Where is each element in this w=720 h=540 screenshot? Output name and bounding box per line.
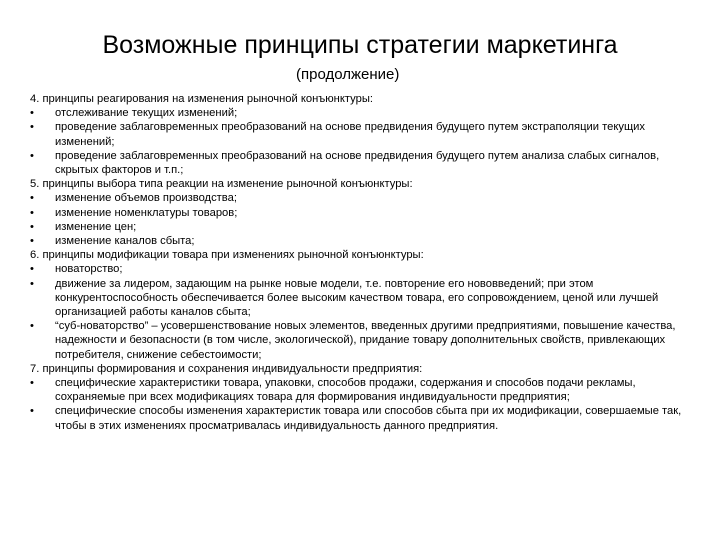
section-heading: 5. принципы выбора типа реакции на изменение рыночной конъюнктуры: [30, 178, 413, 191]
bullet-item: • проведение заблаговременных преобразований на основе предвидения будущего путем экстраполяции текущих изменений; [30, 120, 695, 148]
bullet-item: • изменение каналов сбыта; [30, 234, 695, 248]
content-body [30, 92, 695, 433]
section-4 [30, 92, 695, 177]
bullet-item: • изменение цен; [30, 220, 695, 234]
section-6 [30, 248, 695, 362]
bullet-item: • движение за лидером, задающим на рынке новые модели, т.е. повторение его нововведений; при этом конкурентоспособность обеспечивается более высоким качеством товара, его сопровождением, ценой или лучшей организацией работы каналов сбыта; [30, 277, 695, 320]
bullet-item: • “суб-новаторство” – усовершенствование новых элементов, введенных другими предприятиями, повышение качества, надежности и безопасности (в том числе, экологической), придание товару дополнительных свойств, привлекающих потребителя, снижение себестоимости; [30, 319, 695, 362]
section-heading: 4. принципы реагирования на изменения рыночной конъюнктуры: [30, 93, 373, 105]
slide-title: Возможные принципы стратегии маркетинга [102, 31, 618, 59]
section-heading: 6. принципы модификации товара при изменениях рыночной конъюнктуры: [30, 249, 424, 262]
bullet-item: • изменение объемов производства; [30, 191, 695, 205]
bullet-item: • новаторство; [30, 262, 695, 276]
bullet-item: • специфические характеристики товара, упаковки, способов продажи, содержания и способов подачи рекламы, сохраняемые при всех модификациях товара для формирования индивидуальности предприятия; [30, 376, 695, 404]
section-heading: 7. принципы формирования и сохранения индивидуальности предприятия: [30, 362, 423, 375]
bullet-item: • специфические способы изменения характеристик товара или способов сбыта при их модификации, совершаемые так, чтобы в этих изменениях просматривалась индивидуальность данного предприятия. [30, 404, 695, 432]
bullet-item: • отслеживание текущих изменений; [30, 106, 695, 120]
bullet-item: • изменение номенклатуры товаров; [30, 206, 695, 220]
section-5 [30, 177, 695, 248]
bullet-item: • проведение заблаговременных преобразований на основе предвидения будущего путем анализа слабых сигналов, скрытых факторов и т.п.; [30, 149, 695, 177]
slide-subtitle: (продолжение) [296, 66, 400, 83]
section-7 [30, 362, 695, 433]
